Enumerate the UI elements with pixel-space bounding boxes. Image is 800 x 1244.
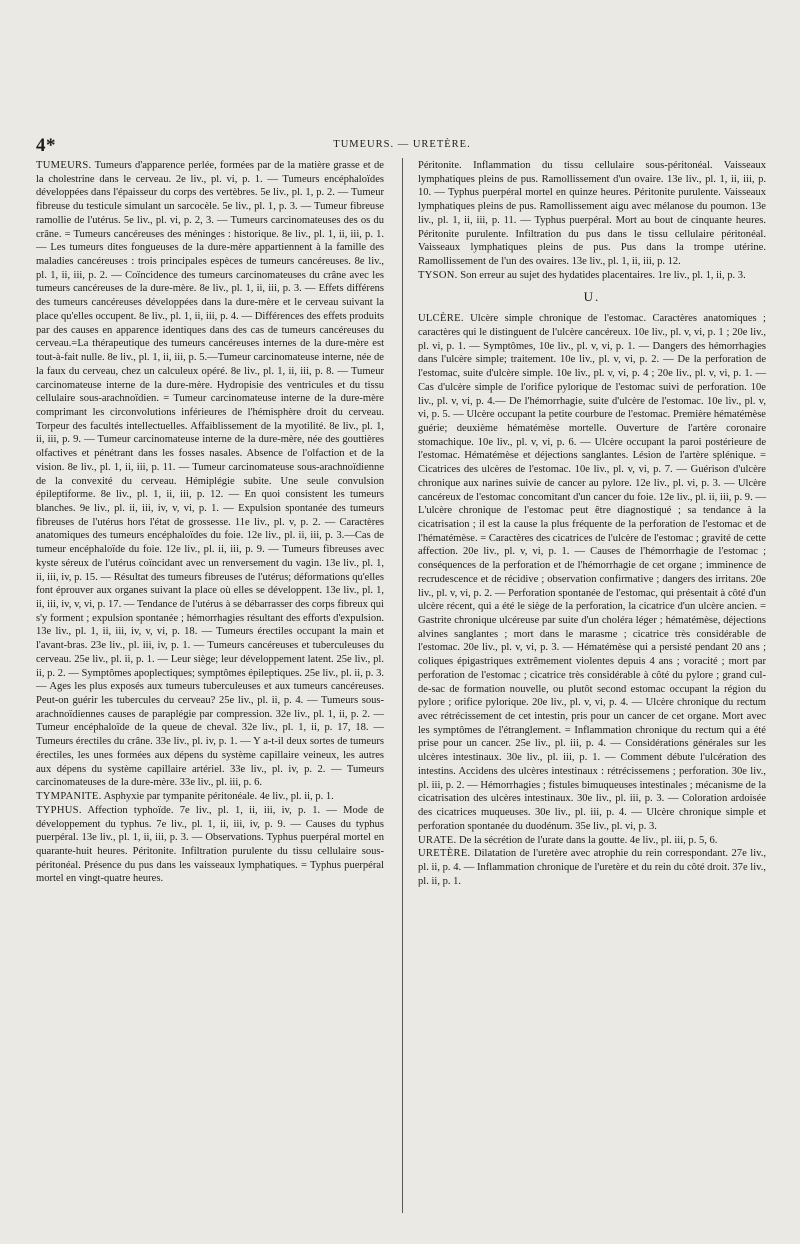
entry-text: Asphyxie par tympanite péritonéale. 4e liv., pl. ii, p. 1. bbox=[101, 791, 334, 803]
entry-text: Affection typhoïde. 7e liv., pl. 1, ii, iii, iv, p. 1. — Mode de développement du typhus. 7e liv., pl. 1, ii, iii, iv, p. 9. — Causes du typhus puerpéral. 13e liv., pl. 1, ii, iii, p. 3. — Observations. Typhus puerpéral mortel en quarante-huit heures. Péritonite. Infiltration purulente du tissu cellulaire sous-péritonéal. Présence du pus dans les vaisseaux lymphatiques. = Typhus puerpéral mortel en vingt-quatre heures. bbox=[36, 804, 384, 885]
entry-text: Son erreur au sujet des hydatides placentaires. 1re liv., pl. 1, ii, p. 3. bbox=[457, 269, 746, 281]
entry-term: TYMPANITE. bbox=[36, 791, 102, 803]
index-entry bbox=[36, 804, 384, 886]
index-entry bbox=[418, 834, 766, 848]
index-entry bbox=[418, 269, 766, 283]
entry-text: Ulcère simple chronique de l'estomac. Caractères anatomiques ; caractères qui le distinguent de l'ulcère cancéreux. 10e liv., pl. v, vi, p. 1 ; 20e liv., pl. vi, p. 1. — Symptômes, 10e liv., pl. v, vi, p. 1. — Dangers des hémorrhagies dans l'ulcère simple; traitement. 10e liv., pl. v, vi, p. 2. — De la perforation de l'estomac, suite d'ulcère simple. 10e liv., pl. v, vi, p. 4 ; 20e liv., pl. v, vi, p. 1. — Cas d'ulcère simple de l'orifice pylorique de l'estomac suivi de perforation. 10e liv., pl. v, vi, p. 4.— De l'hémorrhagie, suite d'ulcère de l'estomac. 10e liv., pl. v, vi, p. 5. — Ulcère occupant la petite courbure de l'estomac. Première hématémèse guérie; deuxième hématémèse mortelle. Ouverture de l'artère coronaire stomachique. 10e liv., pl. v, vi, p. 6. — Ulcère occupant la paroi postérieure de l'estomac. Hématémèse et déjections sanglantes. Lésion de l'artère splénique. = Cicatrices des ulcères de l'estomac. 10e liv., pl. v, vi, p. 7. — Guérison d'ulcère chronique aux narines suivie de cancer au pylore. 12e liv., pl. vi, p. 3. — Ulcère cancéreux de l'estomac concomitant d'un cancer du foie. 12e liv., pl. ii, iii, p. 9. — L'ulcère chronique de l'estomac peut être diagnostiqué ; sa tendance à la cicatrisation ; il est la cause la plus fréquente de la perforation de l'estomac et de l'hématémèse. = Caractères des cicatrices de l'ulcère de l'estomac ; gravité de cette affection. 20e liv., pl. v, vi, p. 1. — Causes de l'hémorrhagie de l'estomac ; conséquences de la perforation et de l'hémorrhagie de cet organe ; imminence de recrudescence et de récidive ; observation confirmative ; dangers des irritans. 20e liv., pl. v, vi, p. 2. — Perforation spontanée de l'estomac, qui présentait à côté d'un ulcère récent, qui a été le siège de la perforation, la cicatrice d'un ulcère ancien. = Gastrite chronique ulcéreuse par suite d'un choléra léger ; hématémèse, déjections alvines sanglantes ; mort dans le marasme ; cicatrice très considérable de l'estomac. 20e liv., pl. v, vi, p. 3. — Hématémèse qui a persisté pendant 20 ans ; coliques épigastriques extrêmement violentes depuis 4 ans ; voracité ; mort par perforation de l'estomac ; cicatrice très considérable à côté du pylore ; grand cul-de-sac de formation nouvelle, ou plutôt second estomac occupant la région du pylore ; orifice pylorique. 20e liv., pl. v, vi, p. 4. — Ulcère chronique du rectum avec rétrécissement de cet intestin, pris pour un cancer de cet organe. Mort avec les symptômes de l'étranglement. = Inflammation chronique du rectum qui a été prise pour un cancer. 25e liv., pl. iii, p. 4. — Considérations générales sur les ulcères intestinaux. 30e liv., pl. iii, p. 1. — Comment débute l'ulcération des intestins. Accidens des ulcères intestinaux : rétrécissemens ; perforation. 30e liv., pl. iii, p. 2. — Hémorrhagies ; fistules bimuqueuses intestinales ; mécanisme de la cicatrisation des ulcères intestinaux. 30e liv., pl. iii, p. 3. — Coloration ardoisée des cicatrices muqueuses. 30e liv., pl. iii, p. 4. — Ulcère chronique simple et perforation spontanée du duodénum. 35e liv., pl. vi, p. 3. bbox=[418, 313, 766, 832]
column-divider bbox=[402, 158, 403, 1213]
right-entries-before bbox=[418, 159, 766, 282]
page-number: 4* bbox=[36, 135, 56, 156]
right-entries-after bbox=[418, 312, 766, 888]
entry-term: URATE. bbox=[418, 834, 457, 846]
entry-term: TYPHUS. bbox=[36, 804, 82, 816]
entry-term: URETÈRE. bbox=[418, 848, 471, 860]
index-entry bbox=[418, 312, 766, 833]
right-column bbox=[418, 159, 766, 888]
index-entry bbox=[36, 790, 384, 804]
entry-term: ULCÈRE. bbox=[418, 313, 464, 325]
entry-term: TYSON. bbox=[418, 269, 458, 281]
entry-text: De la sécrétion de l'urate dans la goutte. 4e liv., pl. iii, p. 5, 6. bbox=[456, 834, 718, 846]
entry-text: Tumeurs d'apparence perlée, formées par de la matière grasse et de la cholestrine dans le cerveau. 2e liv., pl. vi, p. 1. — Tumeurs encéphaloïdes développées dans l'épaisseur du corps des vertèbres. 5e liv., pl. 1, p. 2. — Tumeur fibreuse du testicule simulant un sarcocèle. 5e liv., pl. 1, p. 3. — Tumeur fibreuse ramollie de l'utérus. 5e liv., pl. vi, p. 2, 3. — Tumeurs carcinomateuses des os du crâne. = Tumeurs cancéreuses des méninges : historique. 8e liv., pl. 1, ii, iii, p. 1. — Les tumeurs dites fongueuses de la dure-mère appartiennent à la famille des maladies cancéreuses : trois principales espèces de tumeurs cancéreuses. 8e liv., pl. 1, ii, iii, p. 2. — Coïncidence des tumeurs carcinomateuses du crâne avec les tumeurs cancéreuses de la dure-mère. 8e liv., pl. 1, ii, iii, p. 3. — Effets différens des tumeurs cancéreuses développées dans la dure-mère et le cerveau suivant la place qu'elles occupent. 8e liv., pl. 1, ii, iii, p. 4. — Différences des effets produits par des causes en apparence identiques dans des cas de tumeurs cancéreuses du cerveau.=La thérapeutique des tumeurs cancéreuses internes de la dure-mère est tout-à-fait nulle. 8e liv., pl. 1, ii, iii, p. 5.—Tumeur carcinomateuse interne, née de la faux du cerveau, chez un calculeux opéré. 8e liv., pl. 1, ii, iii, p. 8. — Tumeur carcinomateuse interne de la dure-mère. Hydropisie des ventricules et du tissu cellulaire sous-arachnoïdien. = Tumeur carcinomateuse interne de la dure-mère comprimant les circonvolutions inférieures de l'hémisphère droit du cerveau. Torpeur des facultés intellectuelles. Affaiblissement de la myotilité. 8e liv., pl. 1, ii, iii, p. 9. — Tumeur carcinomateuse interne de la dure-mère, née des gouttières olfactives et pénétrant dans les fosses nasales. Absence de l'olfaction et de la vision. 8e liv., pl. 1, ii, iii, p. 11. — Tumeur carcinomateuse sous-arachnoïdienne de la convexité du cerveau. Hémiplégie subite. Une seule convulsion épileptiforme. 8e liv., pl. 1, ii, iii, p. 12. — En quoi consistent les tumeurs blanches. 9e liv., pl. ii, iii, iv, v, vi, p. 1. — Expulsion spontanée des tumeurs fibreuses de l'utérus hors l'état de grossesse. 11e liv., pl. v, p. 2. — Caractères anatomiques des tumeurs encéphaloïdes du foie. 12e liv., pl. ii, iii, p. 3.—Cas de tumeur encéphaloïde du foie. 12e liv., pl. ii, iii, p. 9. — Tumeurs fibreuses avec kyste séreux de l'utérus coïncidant avec un renversement du vagin. 13e liv., pl. 1, ii, iii, iv, p. 15. — Résultat des tumeurs fibreuses de l'utérus; déformations qu'elles font éprouver aux organes suivant la place où elles se développent. 13e liv., pl. 1, ii, iii, iv, v, vi, p. 17. — Tendance de l'utérus à se débarrasser des corps fibreux qui s'y forment ; expulsion spontanée ; hémorrhagies résultant des efforts d'expulsion. 13e liv., pl. 1, ii, iii, iv, v, vi, p. 18. — Tumeurs érectiles occupant la main et l'avant-bras. 23e liv., pl. iii, iv, p. 1. — Tumeurs cancéreuses et tuberculeuses du cerveau. 25e liv., pl. ii, p. 1. — Leur siège; leur développement latent. 25e liv., pl. ii, p. 2. — Symptômes apoplectiques; symptômes épileptiques. 25e liv., pl. ii, p. 3. — Ages les plus exposés aux tumeurs tuberculeuses et aux tumeurs cancéreuses. Peut-on guérir les tubercules du cerveau? 25e liv., pl. ii, p. 4. — Tumeurs sous-arachnoïdiennes causes de paraplégie par compression. 32e liv., pl. 1, ii, p. 2. — Tumeur encéphaloïde de la queue de cheval. 32e liv., pl. 1, ii, p. 17, 18. — Tumeurs érectiles du crâne. 33e liv., pl. iv, p. 1. — Y a-t-il deux sortes de tumeurs érectiles, les unes formées aux dépens du système capillaire veineux, les autres aux dépens du système capillaire artériel. 33e liv., pl. iv, p. 2. — Tumeurs carcinomateuses de la dure-mère. 33e liv., pl. iii, p. 6. bbox=[36, 160, 384, 789]
entry-text: Péritonite. Inflammation du tissu cellulaire sous-péritonéal. Vaisseaux lymphatiques pleins de pus. Ramollissement d'un ovaire. 13e liv., pl. 1, ii, iii, p. 10. — Typhus puerpéral mortel en quinze heures. Péritonite purulente. Vaisseaux lymphatiques pleins de pus. Ramollissement aigu avec mélanose du poumon. 13e liv., pl. 1, ii, iii, p. 11. — Typhus puerpéral. Mort au bout de cinquante heures. Péritonite purulente. Infiltration du pus dans le tissu cellulaire péritonéal. Vaisseaux lymphatiques pleins de pus. Pus dans la trompe utérine. Ramollissement de l'un des ovaires. 13e liv., pl. 1, ii, iii, p. 12. bbox=[418, 160, 766, 268]
entry-text: Dilatation de l'uretère avec atrophie du rein correspondant. 27e liv., pl. ii, p. 4. — Inflammation chronique de l'uretère et du rein du côté droit. 37e liv., pl. ii, p. 1. bbox=[418, 848, 766, 887]
index-entry bbox=[36, 159, 384, 790]
index-entry bbox=[418, 159, 766, 269]
running-title: TUMEURS. — URETÈRE. bbox=[333, 139, 471, 150]
entry-term: TUMEURS. bbox=[36, 160, 92, 171]
index-entry bbox=[418, 847, 766, 888]
page-header bbox=[36, 135, 768, 155]
left-column bbox=[36, 159, 384, 886]
section-letter: U. bbox=[583, 289, 601, 305]
